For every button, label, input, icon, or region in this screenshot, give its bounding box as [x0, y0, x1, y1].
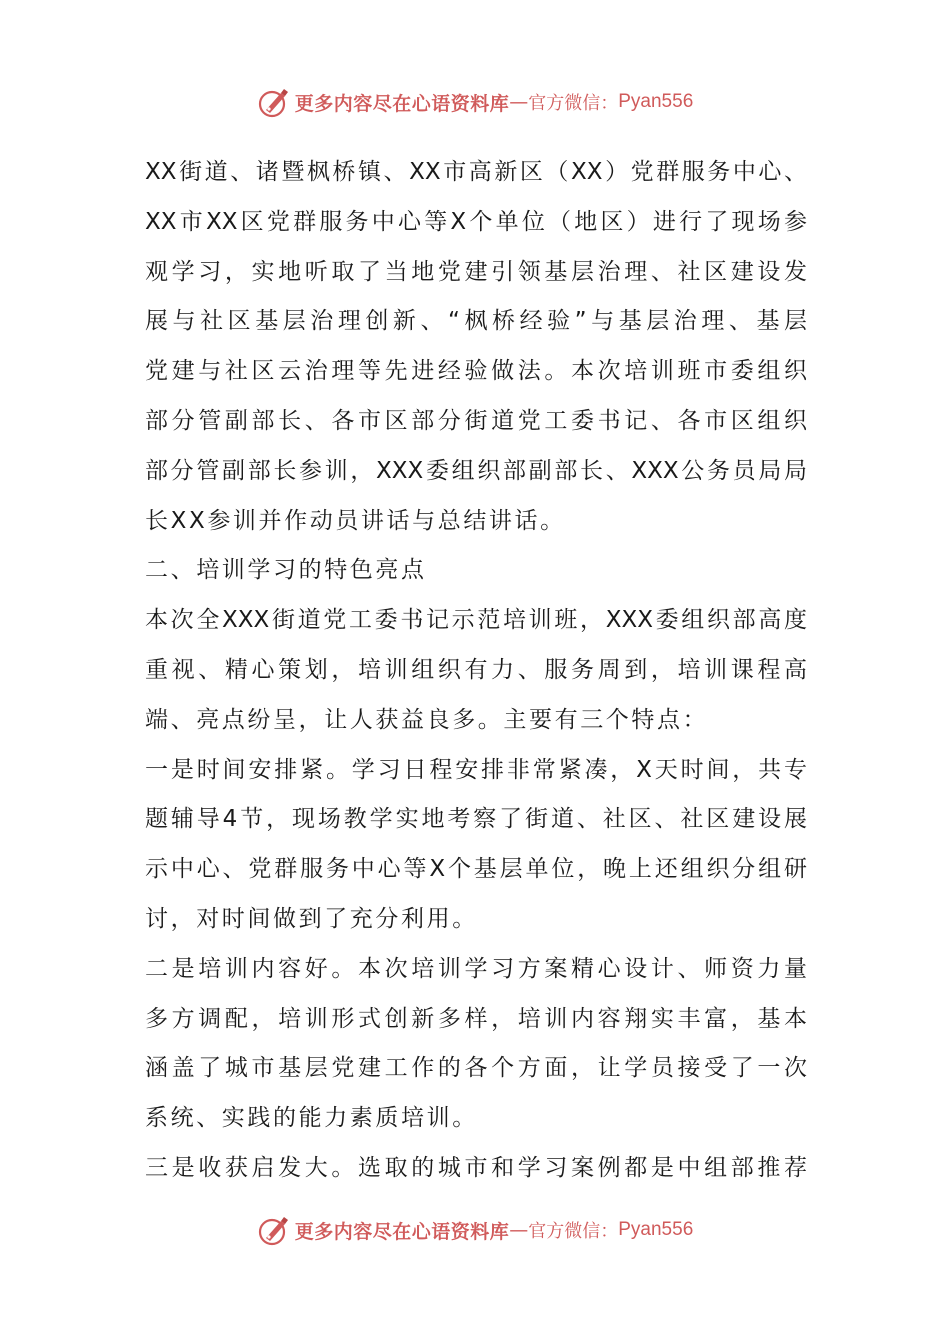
- text-line: XX市XX区党群服务中心等X个单位（地区）进行了现场参: [145, 208, 807, 235]
- text-line: 三是收获启发大。选取的城市和学习案例都是中组部推荐: [145, 1154, 807, 1181]
- banner-site-name: 更多内容尽在心语资料库: [294, 1220, 510, 1243]
- text-line: 长XX参训并作动员讲话与总结讲话。: [145, 507, 566, 534]
- footer-watermark-banner: [0, 1210, 950, 1250]
- text-line: 题辅导4节，现场教学实地考察了街道、社区、社区建设展: [145, 806, 807, 833]
- text-line: 一是时间安排紧。学习日程安排非常紧凑，X天时间，共专: [145, 756, 807, 783]
- banner-site-name: 更多内容尽在心语资料库: [294, 92, 510, 115]
- text-line: 重视、精心策划，培训组织有力、服务周到，培训课程高: [145, 656, 807, 683]
- text-line: 展与社区基层治理创新、“枫桥经验”与基层治理、基层: [145, 308, 807, 335]
- document-body: [145, 148, 807, 1194]
- text-line: 讨，对时间做到了充分利用。: [145, 905, 478, 932]
- pen-nib-icon: [257, 85, 291, 119]
- text-line: 部分管副部长、各市区部分街道党工委书记、各市区组织: [145, 407, 807, 434]
- text-line: 涵盖了城市基层党建工作的各个方面，让学员接受了一次: [145, 1055, 807, 1082]
- banner-wechat-label: 官方微信：: [528, 93, 619, 114]
- text-line: 端、亮点纷呈，让人获益良多。主要有三个特点：: [145, 706, 709, 733]
- pen-nib-icon: [257, 1213, 291, 1247]
- text-line: 二是培训内容好。本次培训学习方案精心设计、师资力量: [145, 955, 807, 982]
- banner-wechat-label: 官方微信：: [528, 1221, 619, 1242]
- text-line: XX街道、诸暨枫桥镇、XX市高新区（XX）党群服务中心、: [145, 159, 807, 185]
- text-line: 系统、实践的能力素质培训。: [145, 1105, 478, 1132]
- banner-wechat-id: Pyan556: [618, 91, 694, 112]
- text-line: 多方调配，培训形式创新多样，培训内容翔实丰富，基本: [145, 1005, 807, 1032]
- text-line: 本次全XXX街道党工委书记示范培训班，XXX委组织部高度: [145, 607, 807, 634]
- banner-separator: —: [509, 91, 529, 113]
- section-heading: 二、培训学习的特色亮点: [145, 557, 427, 584]
- header-watermark-banner: [0, 82, 950, 122]
- banner-wechat-id: Pyan556: [618, 1219, 694, 1240]
- text-line: 党建与社区云治理等先进经验做法。本次培训班市委组织: [145, 358, 807, 385]
- text-line: 示中心、党群服务中心等X个基层单位，晚上还组织分组研: [145, 856, 807, 883]
- banner-separator: —: [509, 1219, 529, 1241]
- text-line: 部分管副部长参训，XXX委组织部副部长、XXX公务员局局: [145, 457, 807, 484]
- text-line: 观学习，实地听取了当地党建引领基层治理、社区建设发: [145, 258, 807, 285]
